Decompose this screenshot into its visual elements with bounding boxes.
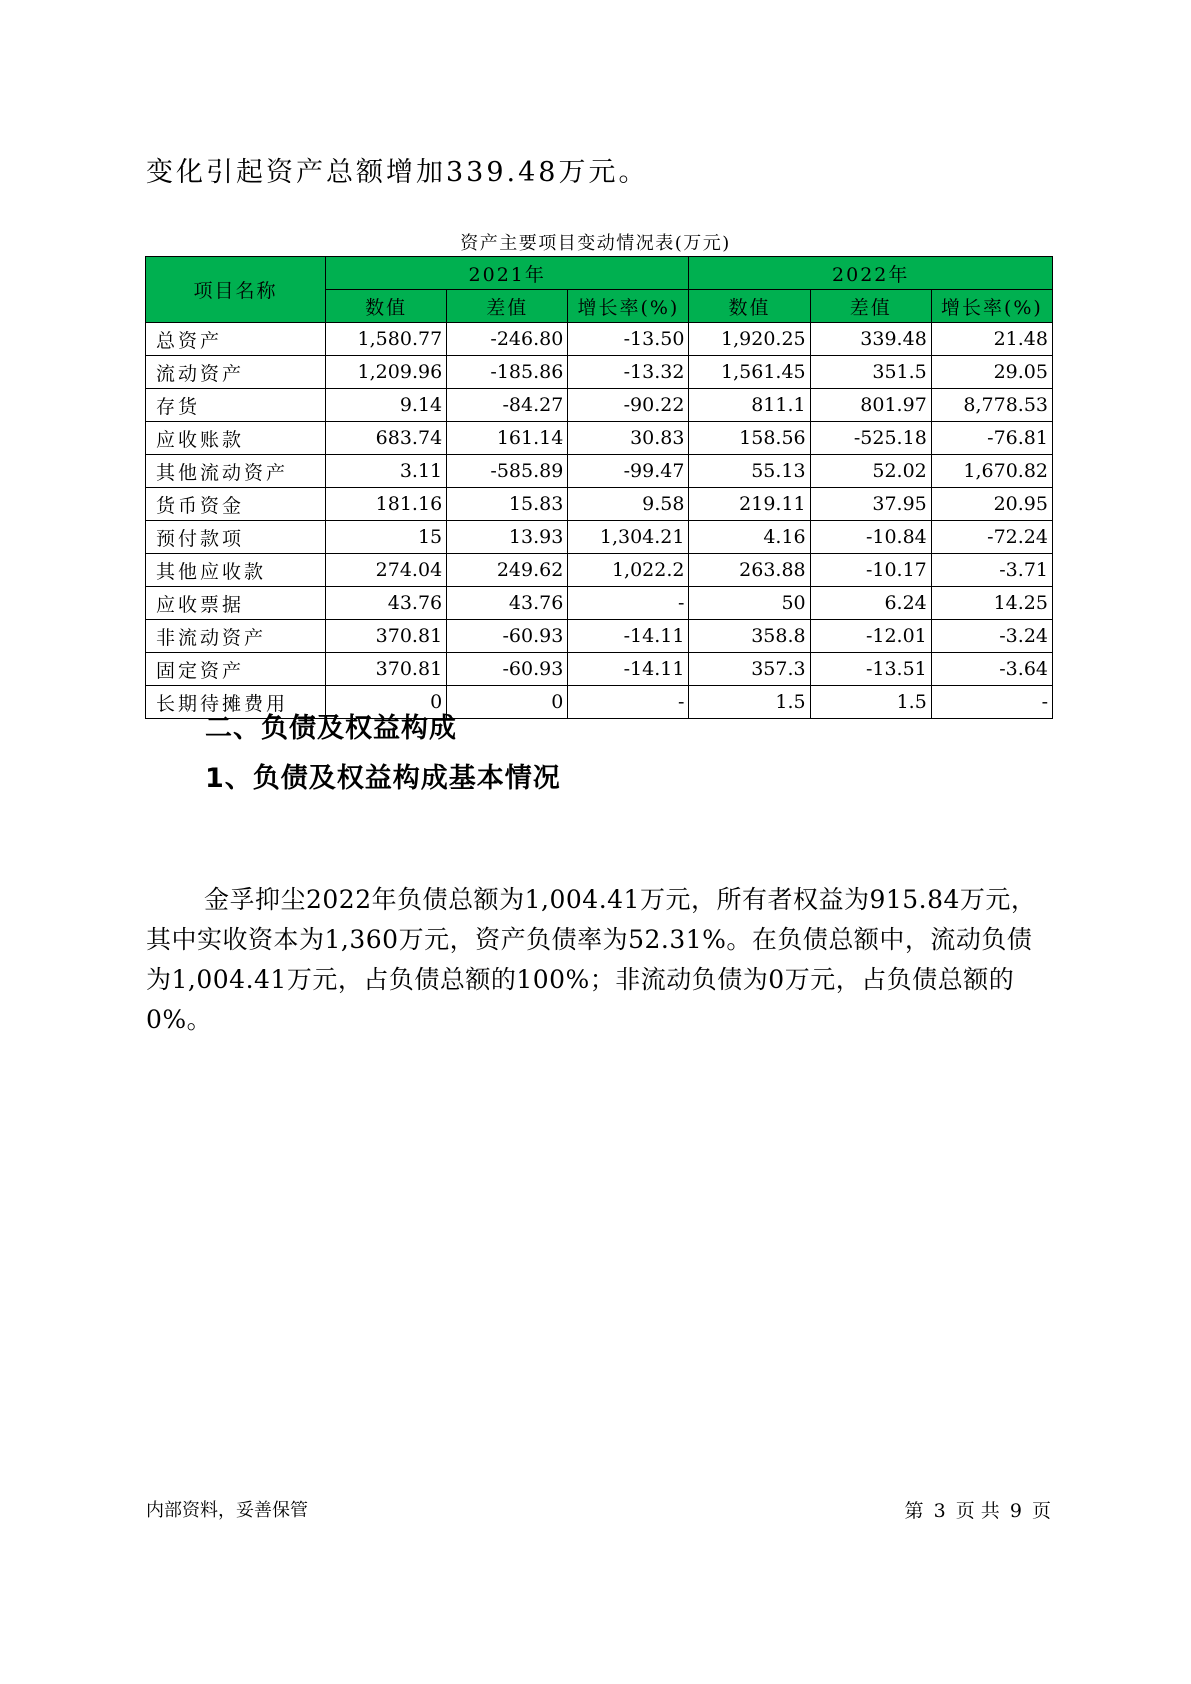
header-growth-2022: 增长率(%) — [931, 290, 1052, 323]
table-row — [146, 587, 1053, 620]
row-cell-d2022: -12.01 — [810, 620, 931, 653]
row-cell-v2021: 370.81 — [326, 653, 447, 686]
row-cell-g2021: -13.50 — [568, 323, 689, 356]
header-diff-2021: 差值 — [447, 290, 568, 323]
table-body — [146, 323, 1053, 719]
section-subheading: 1、负债及权益构成基本情况 — [205, 763, 561, 794]
page-current: 3 — [933, 1500, 946, 1522]
row-cell-d2022: 339.48 — [810, 323, 931, 356]
header-item-name: 项目名称 — [146, 257, 326, 323]
row-cell-g2021: 9.58 — [568, 488, 689, 521]
row-cell-g2021: -99.47 — [568, 455, 689, 488]
row-cell-v2022: 219.11 — [689, 488, 810, 521]
row-item-name: 长期待摊费用 — [146, 686, 326, 719]
table-row — [146, 653, 1053, 686]
row-cell-g2022: 29.05 — [931, 356, 1052, 389]
table-row — [146, 521, 1053, 554]
row-cell-g2022: -72.24 — [931, 521, 1052, 554]
row-cell-v2022: 1,920.25 — [689, 323, 810, 356]
row-cell-d2021: -246.80 — [447, 323, 568, 356]
row-cell-v2022: 55.13 — [689, 455, 810, 488]
row-cell-v2022: 263.88 — [689, 554, 810, 587]
row-cell-g2022: 14.25 — [931, 587, 1052, 620]
row-cell-d2021: 0 — [447, 686, 568, 719]
row-cell-d2022: 1.5 — [810, 686, 931, 719]
row-cell-g2021: -14.11 — [568, 653, 689, 686]
row-cell-v2021: 683.74 — [326, 422, 447, 455]
row-cell-v2021: 3.11 — [326, 455, 447, 488]
row-cell-v2022: 1.5 — [689, 686, 810, 719]
footer-confidential-note: 内部资料，妥善保管 — [146, 1500, 308, 1521]
row-item-name: 非流动资产 — [146, 620, 326, 653]
page-prefix: 第 — [904, 1500, 924, 1522]
row-cell-d2022: -525.18 — [810, 422, 931, 455]
row-cell-d2021: -84.27 — [447, 389, 568, 422]
row-cell-d2022: 351.5 — [810, 356, 931, 389]
row-cell-v2021: 370.81 — [326, 620, 447, 653]
row-cell-d2022: -10.84 — [810, 521, 931, 554]
body-paragraph: 金孚抑尘2022年负债总额为1,004.41万元，所有者权益为915.84万元，其中实收资本为1,360万元，资产负债率为52.31%。在负债总额中，流动负债为1,004.41万元，占负债总额的100%；非流动负债为0万元，占负债总额的0%。 — [146, 885, 1037, 1034]
row-cell-v2021: 43.76 — [326, 587, 447, 620]
page-mid: 页 共 — [955, 1500, 1000, 1522]
row-cell-g2021: 1,022.2 — [568, 554, 689, 587]
page-total: 9 — [1009, 1500, 1022, 1522]
row-cell-d2021: 249.62 — [447, 554, 568, 587]
row-cell-d2022: -10.17 — [810, 554, 931, 587]
row-cell-g2022: -3.24 — [931, 620, 1052, 653]
row-item-name: 流动资产 — [146, 356, 326, 389]
row-cell-d2022: 52.02 — [810, 455, 931, 488]
footer-page-number — [903, 1496, 1053, 1523]
table-row — [146, 389, 1053, 422]
row-item-name: 应收账款 — [146, 422, 326, 455]
row-cell-g2022: -3.71 — [931, 554, 1052, 587]
row-cell-g2022: 1,670.82 — [931, 455, 1052, 488]
table-row — [146, 488, 1053, 521]
row-cell-v2022: 811.1 — [689, 389, 810, 422]
row-cell-d2021: 15.83 — [447, 488, 568, 521]
table-row — [146, 356, 1053, 389]
row-cell-g2021: - — [568, 587, 689, 620]
row-cell-g2022: -3.64 — [931, 653, 1052, 686]
table-row — [146, 620, 1053, 653]
section-heading: 二、负债及权益构成 — [205, 713, 457, 744]
row-cell-g2021: 1,304.21 — [568, 521, 689, 554]
row-cell-d2022: 37.95 — [810, 488, 931, 521]
table-row — [146, 422, 1053, 455]
row-cell-d2021: -60.93 — [447, 653, 568, 686]
row-cell-v2021: 9.14 — [326, 389, 447, 422]
row-cell-v2021: 0 — [326, 686, 447, 719]
row-item-name: 预付款项 — [146, 521, 326, 554]
row-cell-d2021: -185.86 — [447, 356, 568, 389]
row-cell-g2021: -90.22 — [568, 389, 689, 422]
row-cell-v2022: 1,561.45 — [689, 356, 810, 389]
row-cell-d2022: -13.51 — [810, 653, 931, 686]
row-cell-d2021: 43.76 — [447, 587, 568, 620]
row-cell-d2022: 6.24 — [810, 587, 931, 620]
row-cell-g2022: 21.48 — [931, 323, 1052, 356]
row-item-name: 其他流动资产 — [146, 455, 326, 488]
row-cell-g2022: - — [931, 686, 1052, 719]
header-value-2022: 数值 — [689, 290, 810, 323]
row-cell-g2021: -14.11 — [568, 620, 689, 653]
page-suffix: 页 — [1031, 1500, 1051, 1522]
table-row — [146, 554, 1053, 587]
lead-text: 变化引起资产总额增加339.48万元。 — [146, 157, 649, 188]
row-cell-v2022: 158.56 — [689, 422, 810, 455]
row-cell-g2021: - — [568, 686, 689, 719]
row-cell-g2022: 8,778.53 — [931, 389, 1052, 422]
row-cell-v2022: 50 — [689, 587, 810, 620]
row-cell-v2021: 15 — [326, 521, 447, 554]
row-cell-v2021: 274.04 — [326, 554, 447, 587]
row-cell-g2021: -13.32 — [568, 356, 689, 389]
row-cell-g2021: 30.83 — [568, 422, 689, 455]
row-item-name: 固定资产 — [146, 653, 326, 686]
header-year-2021: 2021年 — [326, 257, 689, 290]
row-item-name: 货币资金 — [146, 488, 326, 521]
row-cell-v2022: 358.8 — [689, 620, 810, 653]
table-header-row — [146, 257, 1053, 290]
row-cell-d2021: 13.93 — [447, 521, 568, 554]
row-item-name: 存货 — [146, 389, 326, 422]
header-year-2022: 2022年 — [689, 257, 1053, 290]
row-cell-d2022: 801.97 — [810, 389, 931, 422]
table-row — [146, 323, 1053, 356]
header-value-2021: 数值 — [326, 290, 447, 323]
row-cell-d2021: -585.89 — [447, 455, 568, 488]
row-cell-d2021: -60.93 — [447, 620, 568, 653]
row-item-name: 应收票据 — [146, 587, 326, 620]
row-cell-v2022: 4.16 — [689, 521, 810, 554]
row-cell-v2021: 1,580.77 — [326, 323, 447, 356]
table-caption: 资产主要项目变动情况表(万元) — [460, 233, 731, 254]
row-cell-v2022: 357.3 — [689, 653, 810, 686]
row-item-name: 其他应收款 — [146, 554, 326, 587]
row-cell-g2022: 20.95 — [931, 488, 1052, 521]
header-growth-2021: 增长率(%) — [568, 290, 689, 323]
header-diff-2022: 差值 — [810, 290, 931, 323]
table-row — [146, 455, 1053, 488]
row-cell-d2021: 161.14 — [447, 422, 568, 455]
row-cell-v2021: 181.16 — [326, 488, 447, 521]
row-cell-g2022: -76.81 — [931, 422, 1052, 455]
asset-change-table — [145, 256, 1053, 719]
row-item-name: 总资产 — [146, 323, 326, 356]
row-cell-v2021: 1,209.96 — [326, 356, 447, 389]
